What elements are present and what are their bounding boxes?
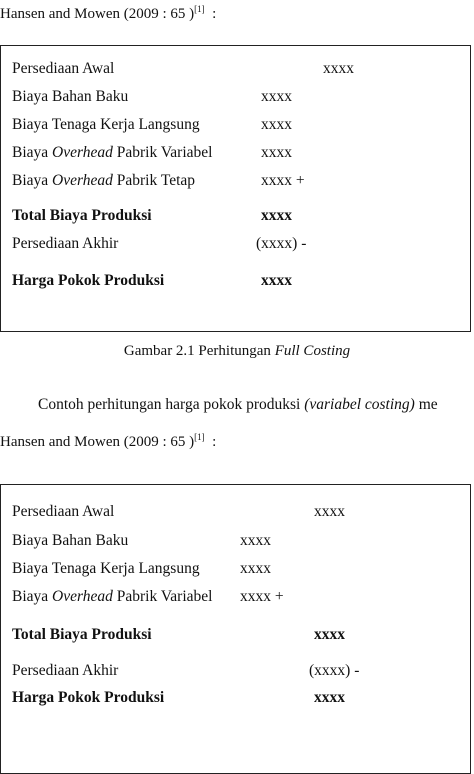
vc-value-total-biaya: xxxx [314,626,345,643]
fc-value-harga-pokok: xxxx [261,272,292,289]
fc-label-bahan-baku: Biaya Bahan Baku [12,88,129,105]
fc-label-overhead-variabel [12,144,212,162]
fc-label-harga-pokok: Harga Pokok Produksi [12,272,165,289]
vc-value-harga-pokok: xxxx [314,689,345,706]
fc-value-overhead-variabel: xxxx [261,144,292,161]
fc-label-persediaan-akhir: Persediaan Akhir [12,235,119,252]
citation-text-2: Hansen and Mowen (2009 : 65 ) [0,434,195,450]
vc-label-persediaan-akhir: Persediaan Akhir [12,662,119,679]
vc-label-total-biaya: Total Biaya Produksi [12,626,152,643]
full-costing-box [0,45,471,332]
fc-value-persediaan-awal: xxxx [323,60,354,77]
fc-oht-em: Overhead [52,172,113,189]
vc-value-persediaan-akhir: (xxxx) - [309,662,360,679]
fc-value-total-biaya: xxxx [261,207,292,224]
citation-text: Hansen and Mowen (2009 : 65 ) [0,6,195,22]
fc-label-tenaga-kerja: Biaya Tenaga Kerja Langsung [12,116,200,133]
fc-label-persediaan-awal: Persediaan Awal [12,60,115,77]
fc-value-overhead-tetap: xxxx + [261,172,305,189]
paragraph-line [38,396,438,414]
vc-label-bahan-baku: Biaya Bahan Baku [12,532,129,549]
citation-suffix: : [204,6,217,22]
fc-label-total-biaya: Total Biaya Produksi [12,207,152,224]
vc-value-persediaan-awal: xxxx [314,503,345,520]
fc-oht-post: Pabrik Tetap [112,172,196,189]
vc-ohv-em: Overhead [52,588,113,605]
citation-suffix-2: : [204,434,217,450]
vc-ohv-pre: Biaya [12,588,53,605]
vc-value-bahan-baku: xxxx [240,532,271,549]
caption-prefix: Gambar 2.1 Perhitungan [123,343,275,359]
fc-label-overhead-tetap [12,172,195,190]
vc-label-overhead-variabel [12,588,212,606]
citation-ref-2: [1] [194,432,205,442]
fc-ohv-post: Pabrik Variabel [112,144,213,161]
variable-costing-box [0,484,471,774]
paragraph-pre: Contoh perhitungan harga pokok produksi [38,396,305,413]
citation-ref: [1] [194,4,205,14]
caption-em: Full Costing [274,343,351,359]
vc-value-tenaga-kerja: xxxx [240,560,271,577]
fc-value-bahan-baku: xxxx [261,88,292,105]
vc-ohv-post: Pabrik Variabel [112,588,213,605]
fc-value-tenaga-kerja: xxxx [261,116,292,133]
figure-caption [0,343,474,360]
vc-value-overhead-variabel: xxxx + [240,588,284,605]
citation-line [0,4,216,23]
citation-line-2 [0,432,216,451]
paragraph-em: (variabel costing) [304,396,415,413]
fc-ohv-em: Overhead [52,144,113,161]
vc-label-harga-pokok: Harga Pokok Produksi [12,689,165,706]
fc-value-persediaan-akhir: (xxxx) - [256,235,307,252]
fc-ohv-pre: Biaya [12,144,53,161]
vc-label-persediaan-awal: Persediaan Awal [12,503,115,520]
vc-label-tenaga-kerja: Biaya Tenaga Kerja Langsung [12,560,200,577]
paragraph-post: me [414,396,438,413]
fc-oht-pre: Biaya [12,172,53,189]
